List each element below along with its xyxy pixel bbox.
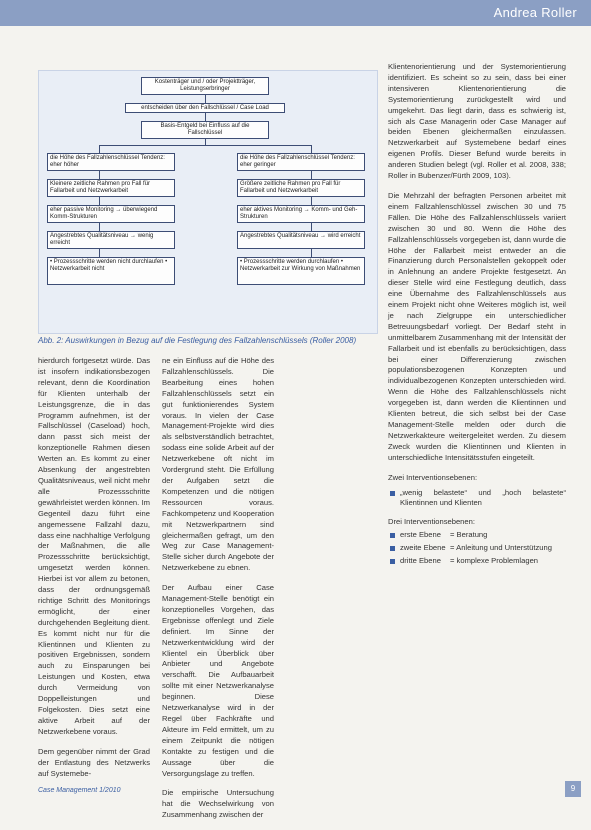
figure-flowchart [38,70,378,334]
paragraph: ne ein Einfluss auf die Höhe des Fallzahlenschlüssels. Die Bearbeitung eines hohen Fallzahlenschlüssels setzt ein gut funktionierendes System voraus. In vielen der Case Management-Projekte wird dies als selbstverständlich betrachtet, sodass eine solide Arbeit auf der Netzwerkebene oft nicht im Vordergrund steht. Die Erfüllung der Aufgaben setzt die Kompetenzen und die nötigen Ressourcen voraus. Fachkompetenz und Kooperation mit Netzwerkpartnern sind gleichermaßen gefragt, um den Weg zur Case Management-Stelle sicher durch Angebote der Netzwerkebene zu ebnen. [162,356,274,573]
figure-box-right-1: die Höhe des Fallzahlenschlüssel Tendenz: eher geringer [237,153,365,171]
level-definition: = Anleitung und Unterstützung [450,543,552,553]
figure-box-left-3: eher passive Monitoring → überwiegend Komm-Strukturen [47,205,175,223]
paragraph: Klientenorientierung und der Systemorientierung identifiziert. Es scheint so zu sein, dass bei einer intensiveren Klientenorientierung die Systemorientierung zurückgestellt wird und umgekehrt. Das liegt darin, dass es schwierig ist, sich als Case Managerin oder Case Manager auf beiden Ebenen gleichermaßen einzulassen. Netzwerkarbeit auf Systemebene bedarf eines eigenen Profils. Dieser Befund wurde bereits in anderen Studien belegt (vgl. Roller et al. 2008, 338; Roller in Bubenzer/Fürth 2009, 103). [388,62,566,181]
paragraph: Die Mehrzahl der befragten Personen arbeitet mit einem Fallzahlenschlüssel zwischen 30 und 75 Fällen. Die Höhe des Fallzahlenschlüssels variiert zwischen 30 und 80. Wenn die Höhe des Fallzahlenschlüssels vorgegeben ist, dann wurde die Höhe der Fallarbeit meist entweder an die Finanzierung durch Personalstellen gekoppelt oder in Anlehnung an andere Projekte festgesetzt. An dieser Stelle wird eine Festlegung deutlich, dass eine Übernahme des Fallzahlenschlüssels aus einem Projekt nicht ohne Weiteres möglich ist, weil je nach Zielgruppe ein unterschiedlicher Betreuungsbedarf vorliegt. Der Bedarf steht in unmittelbarem Zusammenhang mit der Intensität der Fallarbeit und ist ebenfalls zu berücksichtigen, dass bei einer Differenzierung zwischen populationsbezogenen Konzepten und individualbezogenen Konzepten unterschieden wird. Wenn die Höhe des Fallzahlenschlüssels nicht vorgegeben ist, dann werden die Klientinnen und Klienten betreut, die sich selbst bei der Case Management-Stelle melden oder durch die Netzwerkakteure weitergeleitet werden. Zu diesem Zweck wurden die Klientinnen und Klienten in unterschiedliche Intensitätsstufen eingeteilt. [388,190,566,462]
figure-box-agree: entscheiden über den Fallschlüssel / Case Load [125,103,285,113]
list-item [388,556,566,567]
paragraph: Der Aufbau einer Case Management-Stelle benötigt ein konzeptionelles Vorgehen, das Ergebnisse offenlegt und Ziele definiert. Im Sinne der Netzwerkentwicklung wird der Klientel ein Überblick über Anbieter und Angebote verschafft. Die Aufbauarbeit sollte mit einer Netzwerkanalyse beginnen. Diese Netzwerkanalyse wird in der Regel über Fachkräfte und Akteure im Feld ermittelt, um zu einem Zeitpunkt die nötigen Kontakte zu festigen und die Aussage über die Versorgungslage zu treffen. [162,583,274,778]
figure-arrow [311,145,312,153]
list-item [388,530,566,541]
text-column-2 [162,356,274,830]
level-list [388,530,566,567]
level-definition: = komplexe Problemlagen [450,556,539,566]
figure-arrow [311,249,312,257]
list-item [388,543,566,554]
figure-arrow [205,113,206,121]
figure-box-base: Basis-Entgeld bei Einfluss auf die Fallschlüssel [141,121,269,139]
figure-box-right-5: • Prozessschritte werden durchlaufen • Netzwerkarbeit zur Wirkung von Maßnahmen [237,257,365,285]
header-bar [0,0,591,26]
figure-box-left-4: Angestrebtes Qualitätsniveau → wenig erreicht [47,231,175,249]
figure-arrow [99,145,100,153]
figure-arrow [99,223,100,231]
footer-journal: Case Management 1/2010 [38,787,121,794]
header-author: Andrea Roller [493,5,577,20]
figure-arrow [311,223,312,231]
figure-arrow [99,197,100,205]
figure-box-right-3: eher aktives Monitoring → Komm- und Geh-Strukturen [237,205,365,223]
figure-box-left-1: die Höhe des Fallzahlenschlüssel Tendenz: eher höher [47,153,175,171]
figure-branch-line [99,145,311,146]
figure-box-left-5: • Prozessschritte werden nicht durchlaufen • Netzwerkarbeit nicht [47,257,175,285]
figure-box-top: Kostenträger und / oder Projektträger, Leistungserbringer [141,77,269,95]
figure-arrow [205,139,206,145]
paragraph: Die empirische Untersuchung hat die Wechselwirkung von Zusammenhang zwischen der [162,788,274,820]
figure-arrow [311,171,312,179]
bullet-list [388,488,566,510]
figure-box-left-2: Kleinere zeitliche Rahmen pro Fall für Fallarbeit und Netzwerkarbeit [47,179,175,197]
list-heading: Zwei Interventionsebenen: [388,472,478,482]
figure-box-right-4: Angestrebtes Qualitätsniveau → wird erreicht [237,231,365,249]
figure-arrow [311,197,312,205]
figure-caption: Abb. 2: Auswirkungen in Bezug auf die Festlegung des Fallzahlenschlüssels (Roller 2008) [38,336,357,345]
text-column-1 [38,356,150,788]
level-definition: = Beratung [450,530,488,540]
text-column-3 [388,62,566,569]
level-term: zweite Ebene [400,543,446,553]
paragraph: Dem gegenüber nimmt der Grad der Entlastung des Netzwerks auf Systemebe- [38,746,150,778]
list-heading: Drei Interventionsebenen: [388,517,475,527]
page-number: 9 [565,781,581,797]
figure-box-right-2: Größere zeitliche Rahmen pro Fall für Fallarbeit und Netzwerkarbeit [237,179,365,197]
level-term: dritte Ebene [400,556,441,566]
list-item: „wenig belastete“ und „hoch belastete“ Klientinnen und Klienten [388,488,566,510]
figure-arrow [99,171,100,179]
level-term: erste Ebene [400,530,441,540]
figure-arrow [205,95,206,103]
paragraph: hierdurch fortgesetzt würde. Das ist insofern indikationsbezogen relevant, denn die Koordination für Klienten unterhalb der Leistungsgrenze, die in das Programm aufnehmen, ist der Fallschlüssel (Caseload) hoch, dann passt sich meist der konzeptionelle Rahmen diesen Werten an. Es kommt zu einer Absenkung der angestrebten Qualitätsniveaus, weil nicht mehr alle Prozessschritte gewährleistet werden können. Im Gegenteil dazu führt eine angemessene Fallzahl dazu, dass eine nachhaltige Verfolgung der Maßnahmen, die alle Prozessschritte berücksichtigt, umgesetzt werden können. Hierbei ist vor allem zu betonen, dass der ordnungsgemäß richtige Schritt des Monitorings ermöglicht, der einer durchgehenden Begleitung dient. Es kommt nicht nur für die Klientinnen und Klienten zu positiven Ergebnissen, sondern auch zu Einsparungen bei Leistungen und Kosten, etwa durch Vermeidung von Doppelleistungen und Folgekosten. Dies setzt eine aktive Arbeit auf der Netzwerkebene voraus. [38,356,150,736]
figure-arrow [99,249,100,257]
